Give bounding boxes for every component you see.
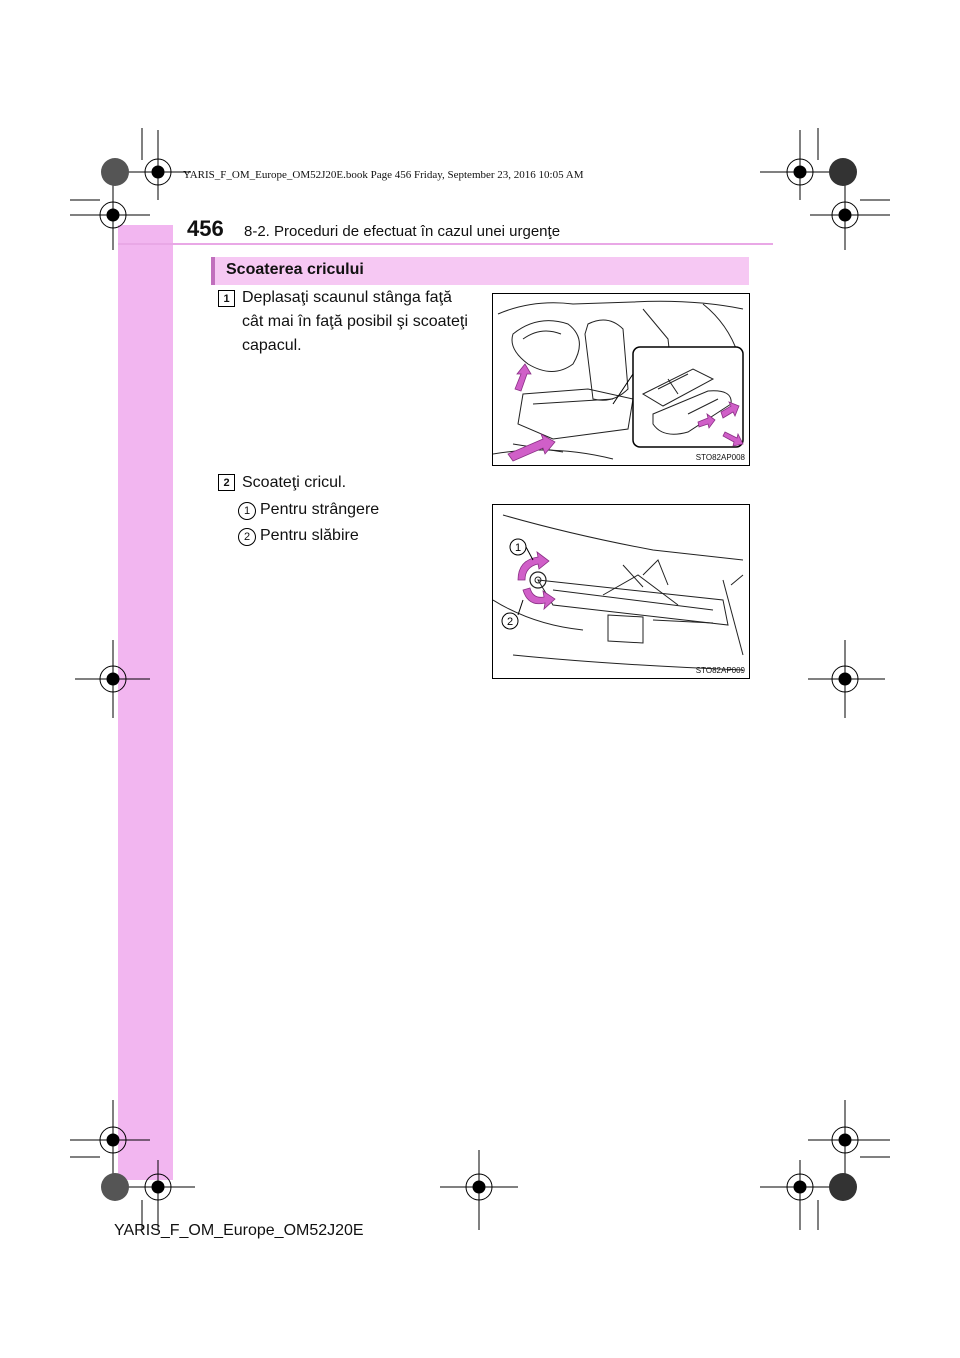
step-1-line-2: cât mai în faţă posibil şi scoateţi (242, 313, 468, 330)
color-target-bottom-right-icon (829, 1173, 857, 1201)
figure-2-id: STO82AP009 (695, 666, 745, 675)
registration-mark-bottom-center-icon (440, 1150, 518, 1230)
registration-mark-bottom-right-icon (760, 1160, 835, 1230)
step-1-line-3: capacul. (242, 337, 302, 354)
section-title: Scoaterea cricului (226, 261, 364, 278)
registration-mark-right-mid-icon (808, 640, 885, 718)
step-2-text: Scoateţi cricul. (242, 474, 347, 491)
registration-mark-left-mid-icon (75, 640, 150, 718)
registration-mark-bottom-left-icon (125, 1160, 195, 1230)
color-target-top-left-icon (101, 158, 129, 186)
registration-mark-left-lower-icon (70, 1100, 150, 1175)
registration-mark-left-upper-icon (70, 180, 150, 250)
step-number-2: 2 (218, 474, 235, 491)
color-target-bottom-left-icon (101, 1173, 129, 1201)
step-1-line-1: Deplasaţi scaunul stânga faţă (242, 289, 452, 306)
registration-mark-right-lower-icon (808, 1100, 890, 1175)
page-number: 456 (187, 216, 224, 241)
subitem-1-text: Pentru strângere (260, 501, 380, 518)
footer-doc-id: YARIS_F_OM_Europe_OM52J20E (114, 1222, 364, 1239)
print-crop-info: YARIS_F_OM_Europe_OM52J20E.book Page 456 Friday, September 23, 2016 10:05 AM (183, 169, 584, 181)
step-number-1: 1 (218, 290, 235, 307)
figure-callout-2: 2 (506, 616, 514, 628)
figure-callout-1: 1 (514, 542, 522, 554)
chapter-title: 8-2. Proceduri de efectuat în cazul unei urgenţe (244, 223, 561, 240)
figure-1-id: STO82AP008 (695, 453, 745, 462)
color-target-top-right-icon (829, 158, 857, 186)
subitem-1-number: 1 (238, 502, 256, 520)
subitem-2-text: Pentru slăbire (260, 527, 359, 544)
subitem-2-number: 2 (238, 528, 256, 546)
registration-mark-top-left-icon (125, 130, 191, 200)
registration-mark-right-upper-icon (810, 180, 890, 250)
registration-mark-top-right-icon (760, 130, 835, 200)
